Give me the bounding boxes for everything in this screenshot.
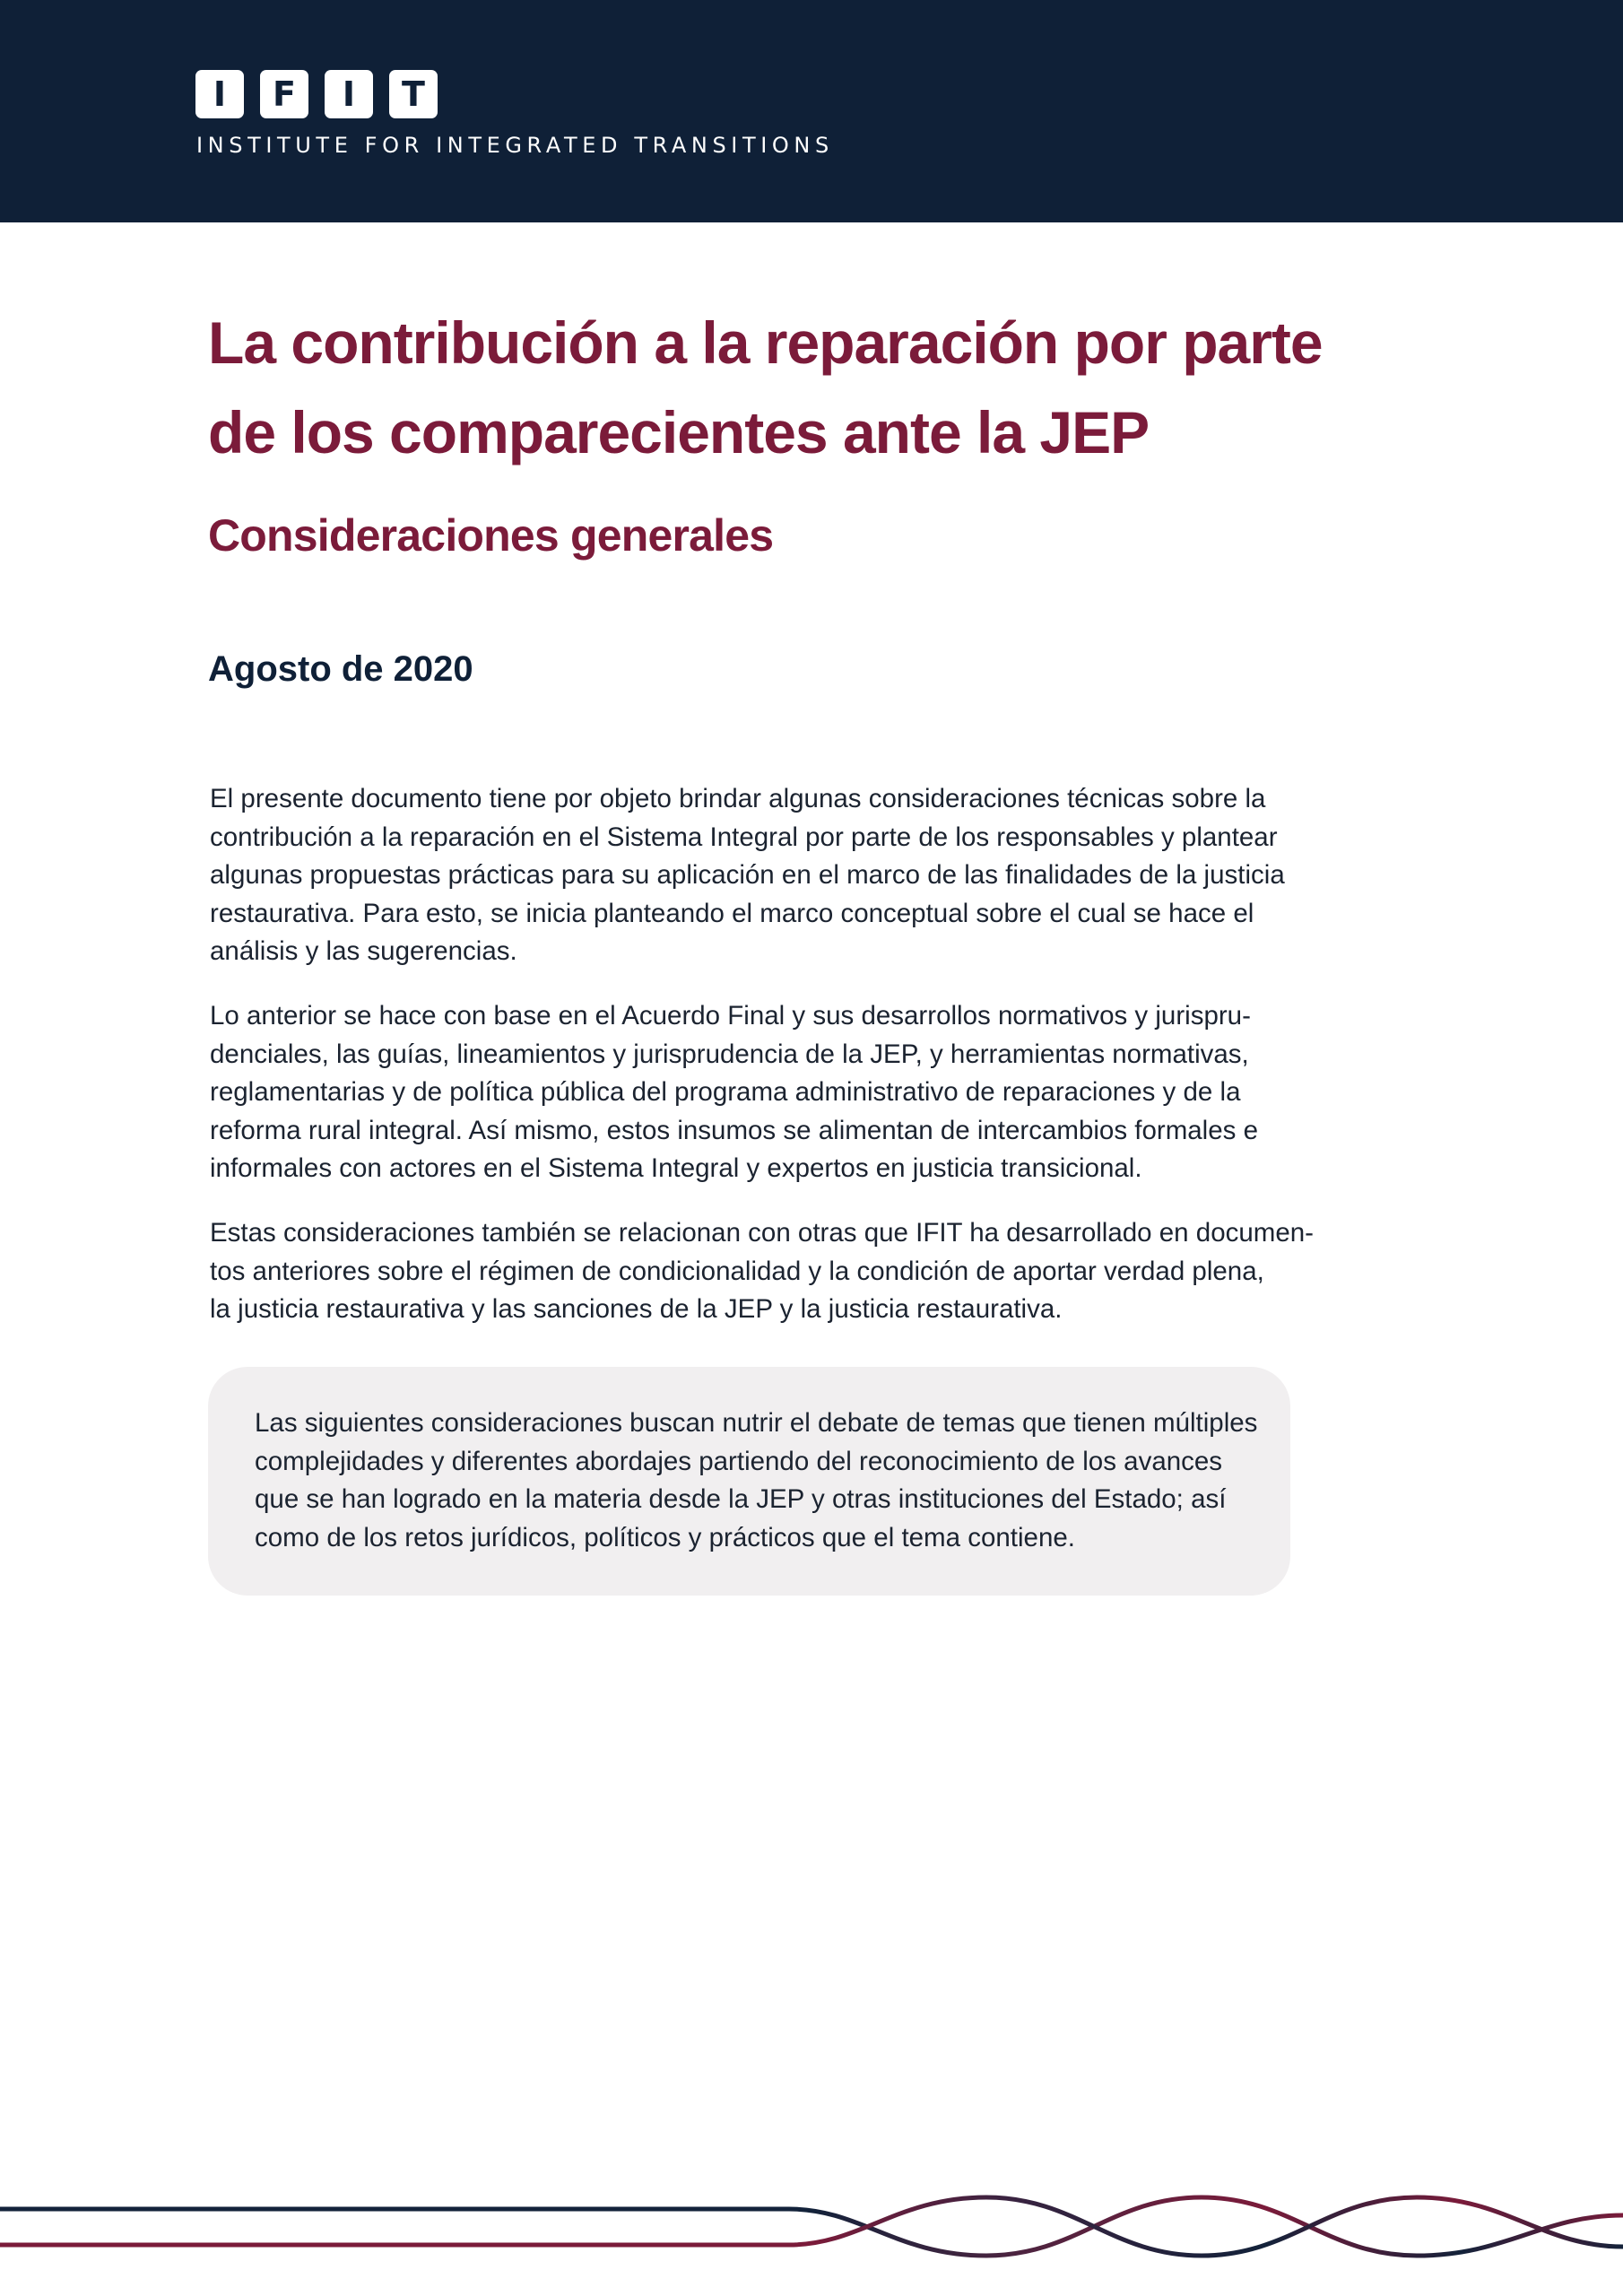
publication-date: Agosto de 2020: [208, 649, 473, 689]
text-line: complejidades y diferentes abordajes partiendo del reconocimiento de los avances: [255, 1446, 1223, 1476]
text-line: algunas propuestas prácticas para su aplicación en el marco de las finalidades de la justicia: [210, 860, 1285, 890]
wave-line-maroon: [0, 2197, 1623, 2256]
text-line: contribución a la reparación en el Sistema Integral por parte de los responsables y plantear: [210, 822, 1278, 852]
logo-letter: T: [389, 70, 438, 118]
logo-letter: I: [325, 70, 373, 118]
text-line: análisis y las sugerencias.: [210, 936, 517, 966]
paragraph-1: [210, 780, 1299, 971]
text-line: tos anteriores sobre el régimen de condicionalidad y la condición de aportar verdad plena,: [210, 1256, 1264, 1286]
text-line: como de los retos jurídicos, políticos y prácticos que el tema contiene.: [255, 1522, 1075, 1552]
text-line: reglamentarias y de política pública del programa administrativo de reparaciones y de la: [210, 1077, 1241, 1107]
text-line: la justicia restaurativa y las sanciones de la JEP y la justicia restaurativa.: [210, 1294, 1063, 1324]
text-line: que se han logrado en la materia desde la JEP y otras instituciones del Estado; así: [255, 1484, 1227, 1514]
text-line: reforma rural integral. Así mismo, estos insumos se alimentan de intercambios formales e: [210, 1115, 1258, 1145]
title-line: de los comparecientes ante la JEP: [208, 399, 1150, 465]
title-line: La contribución a la reparación por parte: [208, 309, 1323, 376]
logo-letter: F: [260, 70, 308, 118]
logo-letter: I: [195, 70, 244, 118]
ifit-logo: [195, 70, 438, 118]
text-line: Estas consideraciones también se relacionan con otras que IFIT ha desarrollado en documen-: [210, 1218, 1314, 1248]
decorative-wave-lines: [0, 2170, 1623, 2278]
callout-text: [255, 1405, 1257, 1557]
paragraph-3: [210, 1214, 1314, 1329]
text-line: denciales, las guías, lineamientos y jurisprudencia de la JEP, y herramientas normativas,: [210, 1039, 1249, 1069]
paragraph-2: [210, 997, 1299, 1188]
header-banner: [0, 0, 1623, 222]
text-line: informales con actores en el Sistema Integral y expertos en justicia transicional.: [210, 1153, 1142, 1183]
document-title: [208, 298, 1374, 477]
text-line: restaurativa. Para esto, se inicia planteando el marco conceptual sobre el cual se hace el: [210, 898, 1254, 928]
text-line: Las siguientes consideraciones buscan nutrir el debate de temas que tienen múltiples: [255, 1408, 1258, 1438]
logo-tagline: INSTITUTE FOR INTEGRATED TRANSITIONS: [196, 133, 834, 158]
document-subtitle: Consideraciones generales: [208, 510, 774, 561]
text-line: Lo anterior se hace con base en el Acuerdo Final y sus desarrollos normativos y jurispru-: [210, 1001, 1251, 1031]
callout-box: [208, 1367, 1290, 1596]
text-line: El presente documento tiene por objeto brindar algunas consideraciones técnicas sobre la: [210, 784, 1266, 813]
